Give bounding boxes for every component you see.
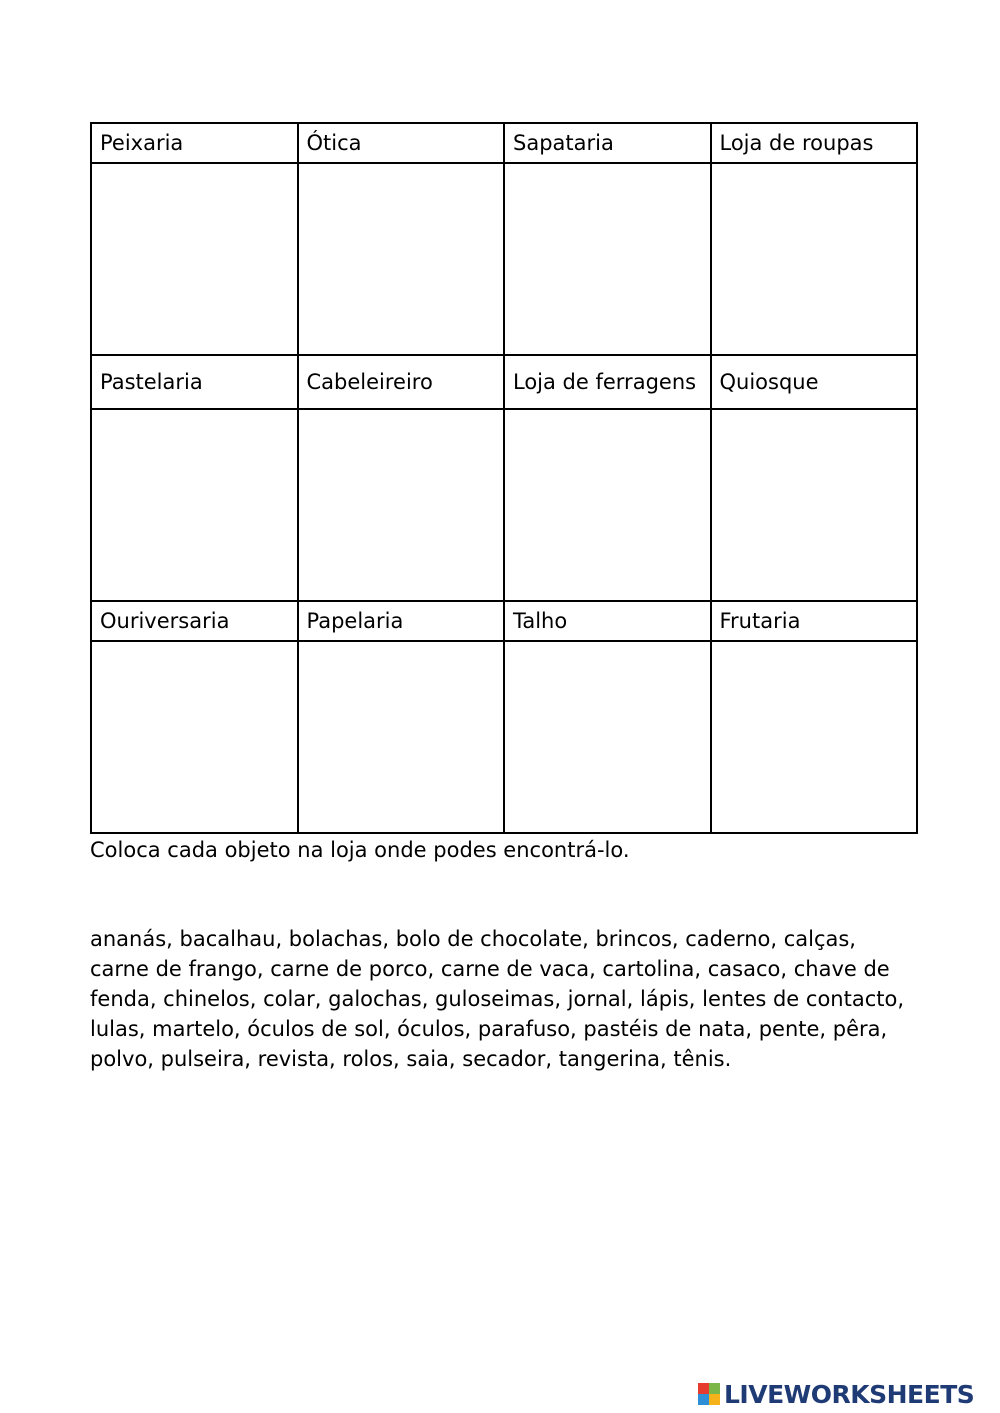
word-bank: ananás, bacalhau, bolachas, bolo de chocolate, brincos, caderno, calças, carne de frango, carne de porco, carne de vaca, cartolina, casaco, chave de fenda, chinelos, colar, galochas, guloseimas, jornal, lápis, lentes de contacto, lulas, martelo, óculos de sol, óculos, parafuso, pastéis de nata, pente, pêra, polvo, pulseira, revista, rolos, saia, secador, tangerina, tênis. <box>90 927 905 1071</box>
drop-zone-frutaria[interactable] <box>711 641 918 833</box>
shop-header-papelaria: Papelaria <box>298 601 505 641</box>
shop-header-cabeleireiro: Cabeleireiro <box>298 355 505 409</box>
liveworksheets-logo <box>698 1379 974 1409</box>
worksheet <box>90 122 918 1074</box>
drop-zone-peixaria[interactable] <box>91 163 298 355</box>
logo-square-yellow <box>709 1394 720 1405</box>
shop-header-otica: Ótica <box>298 123 505 163</box>
drop-zone-ouriversaria[interactable] <box>91 641 298 833</box>
shop-header-sapataria: Sapataria <box>504 123 711 163</box>
logo-square-green <box>709 1383 720 1394</box>
drop-zone-sapataria[interactable] <box>504 163 711 355</box>
shop-header-quiosque: Quiosque <box>711 355 918 409</box>
shop-header-frutaria: Frutaria <box>711 601 918 641</box>
drop-zone-loja-de-roupas[interactable] <box>711 163 918 355</box>
drop-zone-pastelaria[interactable] <box>91 409 298 601</box>
shop-table <box>90 122 918 834</box>
instruction-text: Coloca cada objeto na loja onde podes encontrá-lo. <box>90 838 630 862</box>
shop-header-loja-de-roupas: Loja de roupas <box>711 123 918 163</box>
shop-header-peixaria: Peixaria <box>91 123 298 163</box>
shop-header-talho: Talho <box>504 601 711 641</box>
logo-text: LIVEWORKSHEETS <box>724 1379 975 1409</box>
shop-header-pastelaria: Pastelaria <box>91 355 298 409</box>
drop-zone-talho[interactable] <box>504 641 711 833</box>
drop-zone-cabeleireiro[interactable] <box>298 409 505 601</box>
logo-square-blue <box>698 1394 709 1405</box>
drop-zone-loja-de-ferragens[interactable] <box>504 409 711 601</box>
logo-mark-icon <box>698 1383 720 1405</box>
drop-zone-quiosque[interactable] <box>711 409 918 601</box>
drop-zone-otica[interactable] <box>298 163 505 355</box>
logo-square-red <box>698 1383 709 1394</box>
shop-header-loja-de-ferragens: Loja de ferragens <box>504 355 711 409</box>
drop-zone-papelaria[interactable] <box>298 641 505 833</box>
shop-header-ouriversaria: Ouriversaria <box>91 601 298 641</box>
